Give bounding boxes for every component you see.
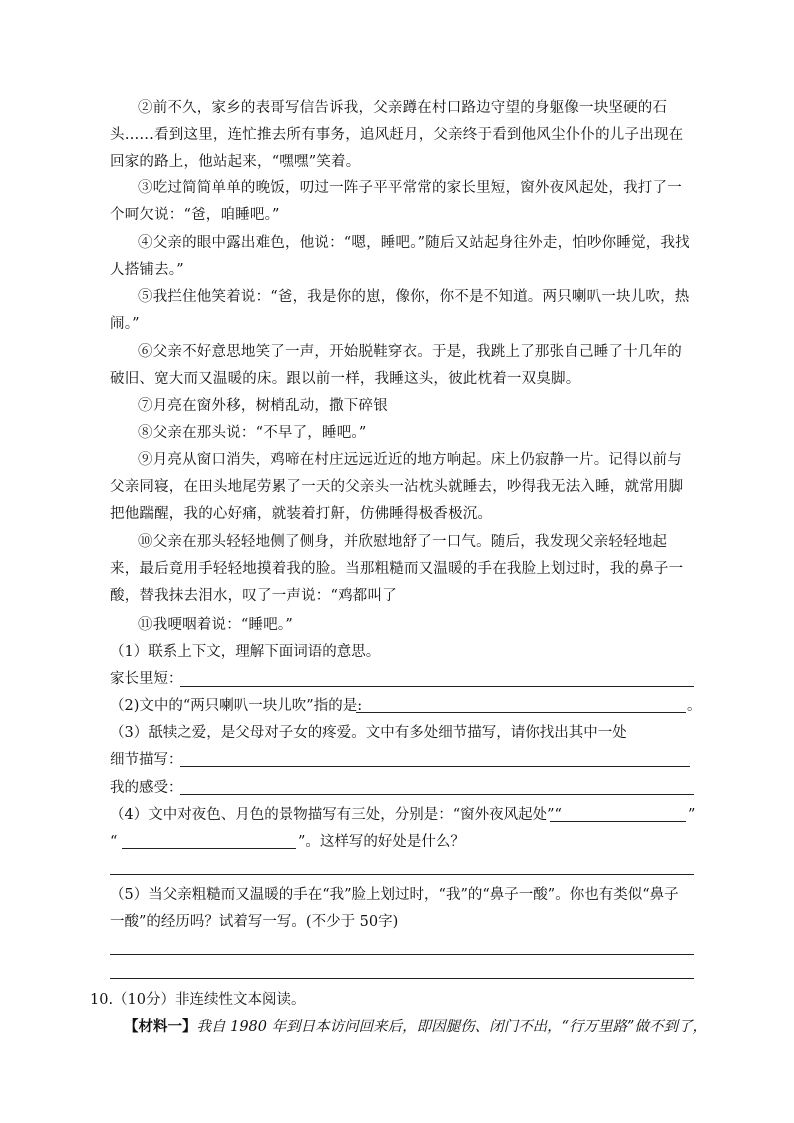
paragraph-5: ⑤我拦住他笑着说：“爸，我是你的崽，像你，你不是不知道。两只喇叭一块儿吹，热闹。” [110,289,690,332]
paragraph-3: ③吃过简简单单的晚饭，叨过一阵子平平常常的家长里短，窗外夜风起处，我打了一个呵欠说：“爸，咱睡吧。” [110,180,682,223]
question-5-line-2: 一酸”的经历吗？试着写一写。(不少于 50字) [110,914,399,930]
paragraph-10: ⑩父亲在那头轻轻地侧了侧身，并欣慰地舒了一口气。随后，我发现父亲轻轻地起来，最后竟用手轻轻地摸着我的脸。当那粗糙而又温暖的手在我脸上划过时，我的鼻子一酸，替我抹去泪水，叹了一声说：“鸡都叫了 [110,534,684,604]
material-one-paragraph [110,1016,710,1038]
paragraph-9: ⑨月亮从窗口消失，鸡啼在村庄远远近近的地方响起。床上仍寂静一片。记得以前与父亲同寝，在田头地尾劳累了一天的父亲头一沾枕头就睡去，吵得我无法入睡，就常用脚把他踹醒，我的心好痛，就装着打鼾，仿佛睡得极香极沉。 [110,452,684,522]
paragraph-11: ⑪我哽咽着说：“睡吧。” [138,617,293,633]
question-4-blank-a[interactable] [550,821,686,822]
paragraph-2: ②前不久，家乡的表哥写信告诉我，父亲蹲在村口路边守望的身躯像一块坚硬的石头……看到这里，连忙推去所有事务，追风赶月，父亲终于看到他风尘仆仆的儿子出现在回家的路上，他站起来，“嘿嘿”笑着。 [110,100,684,170]
question-5-line-1: （5）当父亲粗糙而又温暖的手在“我”脸上划过时，“我”的“鼻子一酸”。你也有类似“鼻子 [110,887,679,903]
question-1-title: （1）联系上下文，理解下面词语的意思。 [110,644,381,660]
question-4-text-a: （4）文中对夜色、月色的景物描写有三处，分别是：“窗外夜风起处”“ [110,807,562,823]
question-2-text: （2)文中的“两只喇叭一块儿吹”指的是: [110,698,363,714]
question-2-end-mark: 。 [687,698,702,714]
question-5-answer-line-2[interactable] [110,978,694,979]
question-5-answer-line-1[interactable] [110,954,694,955]
paragraph-7: ⑦月亮在窗外移，树梢乱动，撒下碎银 [138,398,388,414]
question-1-answer-line[interactable] [180,686,694,687]
question-4-blank-b[interactable] [122,848,296,849]
paragraph-4: ④父亲的眼中露出难色，他说：“嗯，睡吧。”随后又站起身往外走，怕吵你睡觉，我找人搭铺去。” [110,235,690,278]
section-10-heading: 10.（10分）非连续性文本阅读。 [90,992,306,1008]
material-one-text: 我自 1980 年到日本访问回来后，即因腿伤、闭门不出，“行万里路”做不到了， [196,1019,707,1035]
question-3-detail-line[interactable] [180,766,690,767]
question-4-answer-line[interactable] [110,874,694,875]
question-1-label: 家长里短： [110,671,183,687]
paragraph-6: ⑥父亲不好意思地笑了一声，开始脱鞋穿衣。于是，我跳上了那张自己睡了十几年的破旧、宽大而又温暖的床。跟以前一样，我睡这头，彼此枕着一双臭脚。 [110,344,682,387]
question-4-quote-open-b: “ [110,834,118,850]
question-2-answer-line[interactable] [356,712,686,713]
question-3-feeling-label: 我的感受： [110,780,183,796]
paragraph-8: ⑧父亲在那头说：“不早了，睡吧。” [138,425,367,441]
question-3-detail-label: 细节描写： [110,752,183,768]
question-4-quote-close-a: ” [688,807,696,823]
question-3-title: （3）舐犊之爱，是父母对子女的疼爱。文中有多处细节描写，请你找出其中一处 [110,725,627,741]
material-one-label: 【材料一】 [124,1018,197,1035]
question-4-text-b: ”。这样写的好处是什么？ [298,834,465,850]
question-3-feeling-line[interactable] [180,794,694,795]
